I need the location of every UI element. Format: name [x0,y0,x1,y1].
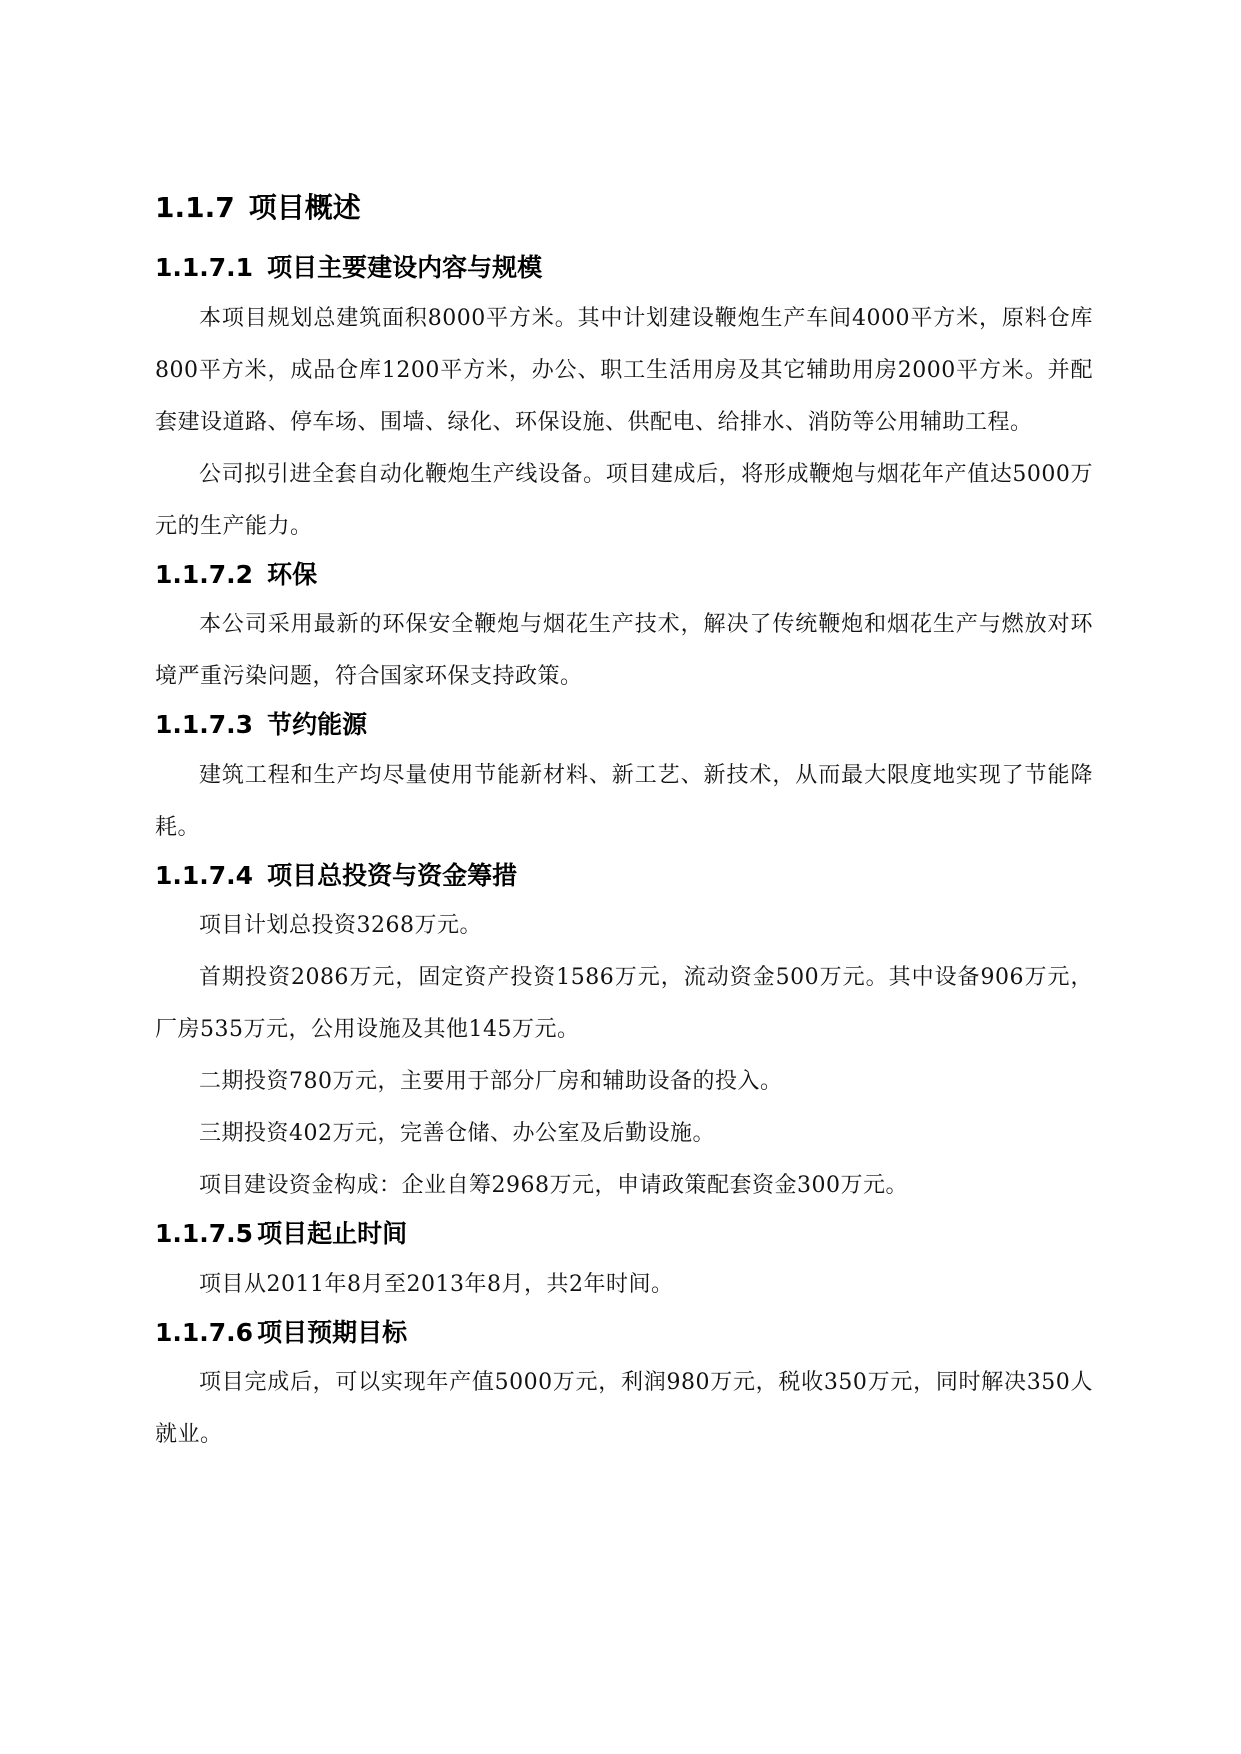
subsection-number: 1.1.7.2 [155,559,254,589]
paragraph: 项目计划总投资3268万元。 [199,913,482,939]
subsection-investment [155,860,1093,1213]
subsection-heading [155,252,1093,285]
subsection-number: 1.1.7.1 [155,253,254,283]
paragraph: 项目建设资金构成：企业自筹2968万元，申请政策配套资金300万元。 [199,1173,908,1199]
subsection-timeline [155,1218,1093,1311]
subsection-title: 环保 [267,559,318,589]
section-title: 项目概述 [248,191,361,224]
section-number: 1.1.7 [155,191,235,224]
section-heading [155,190,1093,226]
paragraph: 本公司采用最新的环保安全鞭炮与烟花生产技术，解决了传统鞭炮和烟花生产与燃放对环境严重污染问题，符合国家环保支持政策。 [155,612,1093,690]
subsection-title: 项目预期目标 [257,1317,408,1347]
subsection-construction [155,252,1093,553]
paragraph: 建筑工程和生产均尽量使用节能新材料、新工艺、新技术，从而最大限度地实现了节能降耗。 [155,762,1093,840]
subsection-title: 项目起止时间 [257,1219,408,1249]
subsection-title: 节约能源 [267,710,368,740]
subsection-title: 项目总投资与资金筹措 [267,860,518,890]
paragraph: 本项目规划总建筑面积8000平方米。其中计划建设鞭炮生产车间4000平方米，原料仓库800平方米，成品仓库1200平方米，办公、职工生活用房及其它辅助用房2000平方米。并配套建设道路、停车场、围墙、绿化、环保设施、供配电、给排水、消防等公用辅助工程。 [155,305,1093,435]
subsection-energy [155,709,1093,854]
paragraph: 二期投资780万元，主要用于部分厂房和辅助设备的投入。 [199,1069,783,1095]
subsection-number: 1.1.7.3 [155,710,254,740]
subsection-heading [155,559,1093,592]
paragraph: 项目完成后，可以实现年产值5000万元，利润980万元，税收350万元，同时解决350人就业。 [155,1370,1093,1448]
document-page [155,190,1093,1463]
subsection-title: 项目主要建设内容与规模 [267,253,543,283]
subsection-goals [155,1317,1093,1462]
subsection-number: 1.1.7.5 [155,1219,254,1249]
subsection-heading [155,709,1093,742]
paragraph: 三期投资402万元，完善仓储、办公室及后勤设施。 [199,1121,715,1147]
subsection-number: 1.1.7.4 [155,860,254,890]
subsection-environment [155,559,1093,704]
paragraph: 首期投资2086万元，固定资产投资1586万元，流动资金500万元。其中设备906万元，厂房535万元，公用设施及其他145万元。 [155,965,1093,1043]
subsection-heading [155,1317,1093,1350]
subsection-number: 1.1.7.6 [155,1317,254,1347]
subsection-heading [155,1218,1093,1251]
paragraph: 项目从2011年8月至2013年8月，共2年时间。 [199,1271,674,1297]
paragraph: 公司拟引进全套自动化鞭炮生产线设备。项目建成后，将形成鞭炮与烟花年产值达5000万元的生产能力。 [155,461,1093,539]
subsection-heading [155,860,1093,893]
